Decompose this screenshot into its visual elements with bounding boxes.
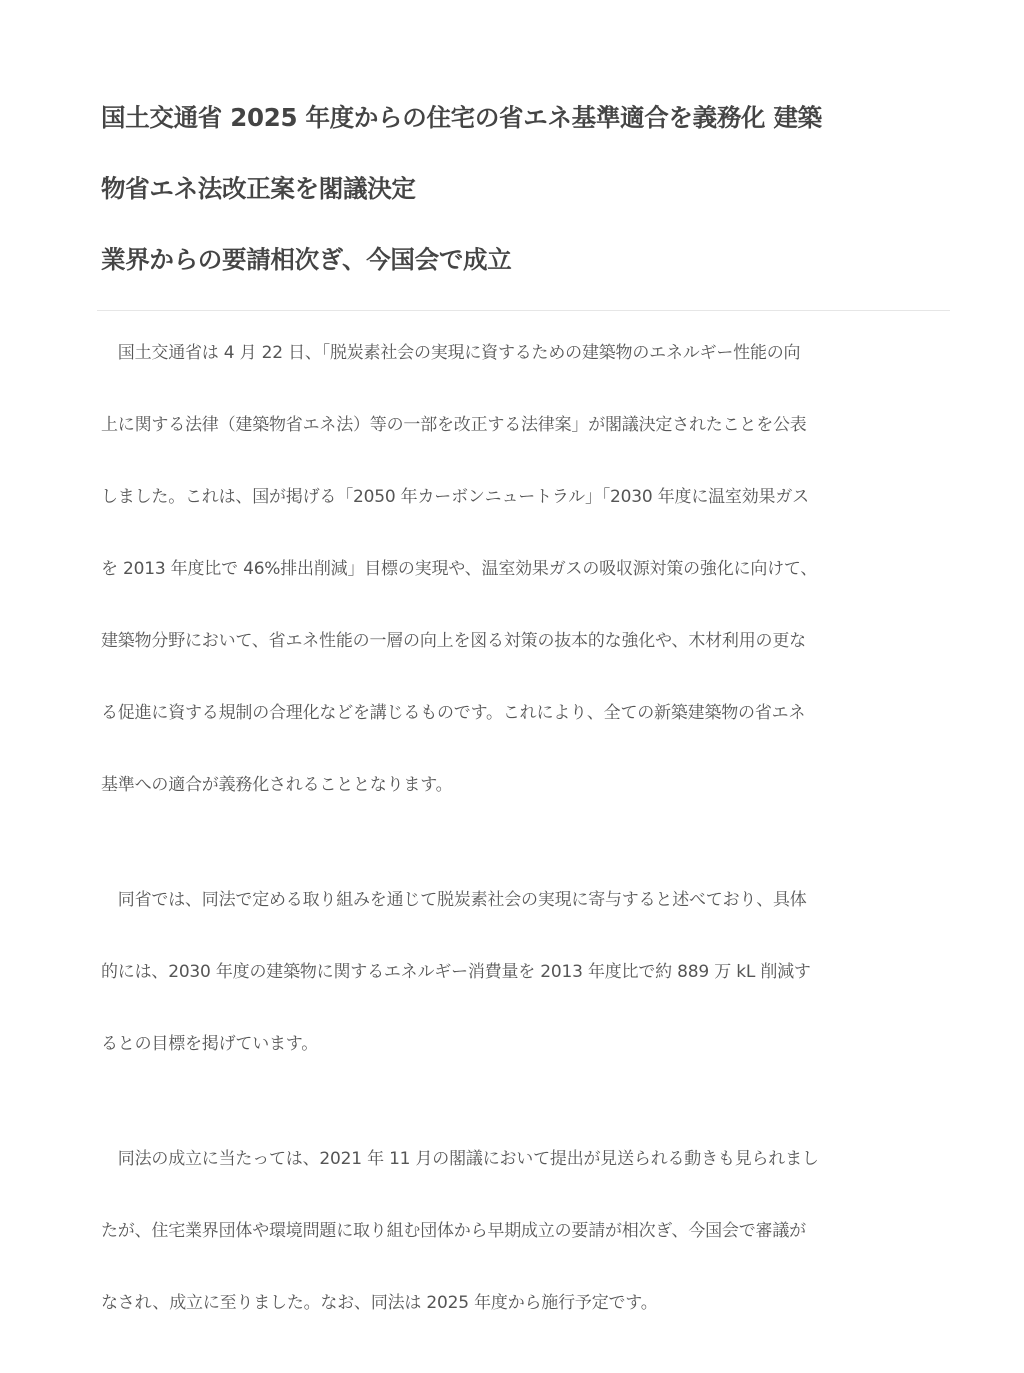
title-line: 国土交通省 2025 年度からの住宅の省エネ基準適合を義務化 建築 [101,103,822,132]
paragraph-line: 的には、2030 年度の建築物に関するエネルギー消費量を 2013 年度比で約 889 万 kL 削減す [101,962,811,982]
paragraph-line: たが、住宅業界団体や環境問題に取り組む団体から早期成立の要請が相次ぎ、今国会で審議が [101,1221,806,1241]
article-body [101,317,951,1339]
paragraph-line: なされ、成立に至りました。なお、同法は 2025 年度から施行予定です。 [101,1293,658,1313]
paragraph-2 [101,864,951,1080]
subtitle-line: 業界からの要請相次ぎ、今国会で成立 [101,245,512,274]
paragraph-line: 国土交通省は 4 月 22 日、「脱炭素社会の実現に資するための建築物のエネルギー性能の向 [101,343,801,363]
paragraph-3 [101,1123,951,1339]
paragraph-line: る促進に資する規制の合理化などを講じるものです。これにより、全ての新築建築物の省エネ [101,703,806,723]
paragraph-line: 同法の成立に当たっては、2021 年 11 月の閣議において提出が見送られる動きも見られまし [101,1149,819,1169]
paragraph-line: 同省では、同法で定める取り組みを通じて脱炭素社会の実現に寄与すると述べており、具体 [101,890,807,910]
paragraph-line: しました。これは、国が掲げる「2050 年カーボンニュートラル」「2030 年度に温室効果ガス [101,487,809,507]
paragraph-line: を 2013 年度比で 46%排出削減」目標の実現や、温室効果ガスの吸収源対策の強化に向けて、 [101,559,818,579]
paragraph-spacer [101,821,951,864]
article-title [101,82,951,295]
paragraph-1 [101,317,951,821]
paragraph-line: 建築物分野において、省エネ性能の一層の向上を図る対策の抜本的な強化や、木材利用の更な [101,631,806,651]
paragraph-line: 上に関する法律（建築物省エネ法）等の一部を改正する法律案」が閣議決定されたことを公表 [101,415,807,435]
paragraph-spacer [101,1080,951,1123]
paragraph-line: るとの目標を掲げています。 [101,1034,319,1054]
title-line: 物省エネ法改正案を閣議決定 [101,174,416,203]
title-divider [97,310,950,311]
paragraph-line: 基準への適合が義務化されることとなります。 [101,775,453,795]
